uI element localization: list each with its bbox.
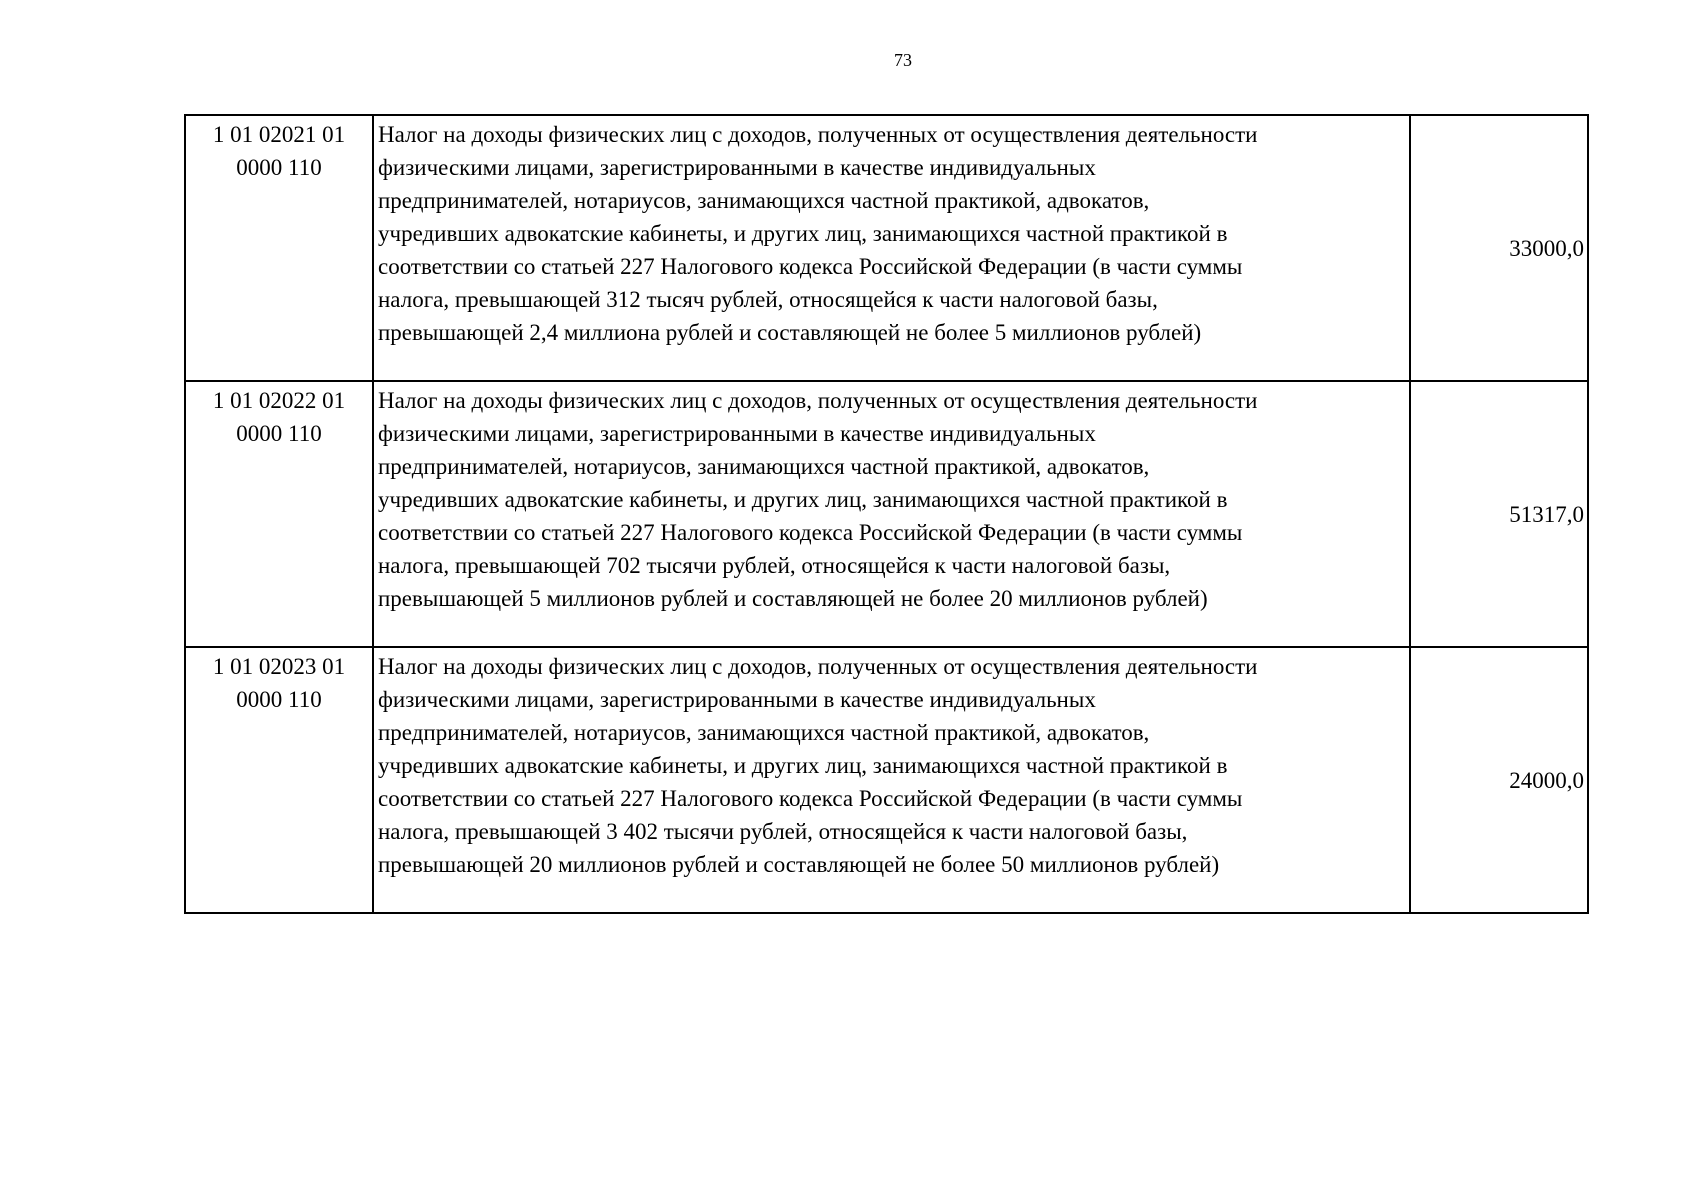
- name-text-line: учредивших адвокатские кабинеты, и других лиц, занимающихся частной практикой в: [378, 753, 1228, 778]
- amount-value: 51317,0: [1509, 501, 1584, 527]
- name-text-line: Налог на доходы физических лиц с доходов, полученных от осуществления деятельности: [378, 654, 1258, 679]
- name-text-line: превышающей 20 миллионов рублей и составляющей не более 50 миллионов рублей): [378, 852, 1220, 877]
- code-text: 1 01 02021 01: [212, 122, 346, 147]
- name-text-line: соответствии со статьей 227 Налогового кодекса Российской Федерации (в части суммы: [378, 520, 1243, 545]
- name-text-line: учредивших адвокатские кабинеты, и других лиц, занимающихся частной практикой в: [378, 487, 1228, 512]
- name-text-line: Налог на доходы физических лиц с доходов, полученных от осуществления деятельности: [378, 388, 1258, 413]
- name-text-line: налога, превышающей 312 тысяч рублей, относящейся к части налоговой базы,: [378, 287, 1158, 312]
- name-text-line: налога, превышающей 702 тысячи рублей, относящейся к части налоговой базы,: [378, 553, 1171, 578]
- code-cell: [185, 381, 373, 647]
- code-text: 1 01 02022 01: [212, 388, 346, 413]
- amount-cell: [1410, 647, 1588, 913]
- name-cell: [373, 647, 1410, 913]
- name-text-line: предпринимателей, нотариусов, занимающихся частной практикой, адвокатов,: [378, 454, 1150, 479]
- name-cell: [373, 381, 1410, 647]
- code-text: 0000 110: [236, 155, 322, 180]
- name-text-line: физическими лицами, зарегистрированными в качестве индивидуальных: [378, 687, 1096, 712]
- name-text-line: превышающей 2,4 миллиона рублей и составляющей не более 5 миллионов рублей): [378, 320, 1202, 345]
- name-text-line: физическими лицами, зарегистрированными в качестве индивидуальных: [378, 421, 1096, 446]
- name-text-line: налога, превышающей 3 402 тысячи рублей, относящейся к части налоговой базы,: [378, 819, 1188, 844]
- table-row: [185, 647, 1588, 913]
- budget-table: [184, 114, 1589, 914]
- code-text: 1 01 02023 01: [212, 654, 346, 679]
- table-body: [185, 115, 1588, 913]
- page-number: 73: [894, 50, 912, 70]
- code-cell: [185, 115, 373, 381]
- amount-value: 33000,0: [1509, 235, 1584, 261]
- table-row: [185, 381, 1588, 647]
- code-text: 0000 110: [236, 687, 322, 712]
- name-text-line: соответствии со статьей 227 Налогового кодекса Российской Федерации (в части суммы: [378, 254, 1243, 279]
- table-row: [185, 115, 1588, 381]
- name-text-line: предпринимателей, нотариусов, занимающихся частной практикой, адвокатов,: [378, 188, 1150, 213]
- name-cell: [373, 115, 1410, 381]
- code-cell: [185, 647, 373, 913]
- code-text: 0000 110: [236, 421, 322, 446]
- name-text-line: учредивших адвокатские кабинеты, и других лиц, занимающихся частной практикой в: [378, 221, 1228, 246]
- name-text-line: предпринимателей, нотариусов, занимающихся частной практикой, адвокатов,: [378, 720, 1150, 745]
- name-text-line: соответствии со статьей 227 Налогового кодекса Российской Федерации (в части суммы: [378, 786, 1243, 811]
- name-text-line: превышающей 5 миллионов рублей и составляющей не более 20 миллионов рублей): [378, 586, 1208, 611]
- amount-cell: [1410, 381, 1588, 647]
- name-text-line: физическими лицами, зарегистрированными в качестве индивидуальных: [378, 155, 1096, 180]
- amount-value: 24000,0: [1509, 767, 1584, 793]
- name-text-line: Налог на доходы физических лиц с доходов, полученных от осуществления деятельности: [378, 122, 1258, 147]
- amount-cell: [1410, 115, 1588, 381]
